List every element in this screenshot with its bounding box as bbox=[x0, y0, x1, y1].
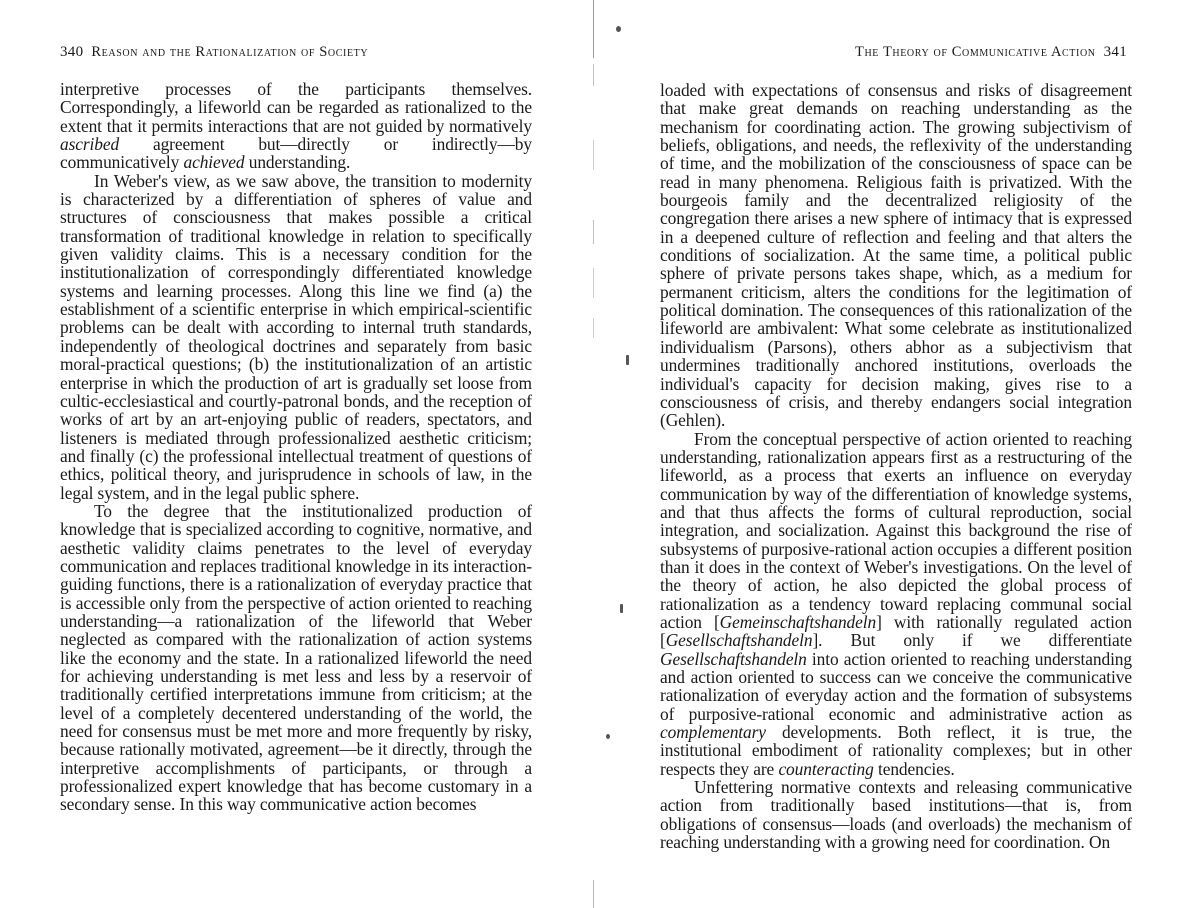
italic-run: achieved bbox=[183, 152, 245, 173]
right-header-title: The Theory of Communicative Action bbox=[855, 44, 1096, 60]
right-page-number: 341 bbox=[1103, 44, 1127, 60]
right-running-head bbox=[855, 44, 1127, 61]
paragraph bbox=[660, 778, 1132, 851]
text-run: From the conceptual perspective of action oriented to reaching understanding, rationalization appears first as a restructuring of the lifeworld, as a process that exerts an influence on everyday communication by way of the differentiation of knowledge systems, and that thus affects the forms of cultural reproduction, social integration, and socialization. Against this background the rise of subsystems of purposive-rational action occupies a different position than it does in the context of Weber's investigations. On the level of the theory of action, he also depicted the global process of rationalization as a tendency toward replacing communal social action [ bbox=[660, 428, 1132, 632]
text-run: ] with rationally regulated action [ bbox=[660, 611, 1132, 651]
paragraph bbox=[660, 430, 1132, 779]
italic-run: Gesellschaftshandeln bbox=[665, 630, 813, 651]
italic-run: ascribed bbox=[60, 134, 120, 155]
italic-run: Gesellschaftshandeln bbox=[660, 648, 807, 669]
text-run: To the degree that the institutionalized production of knowledge that is specialized according to cognitive, normative, and aesthetic validity claims penetrates to the level of everyday communication and replaces traditional knowledge in its interaction-guiding functions, there is a rationalization of everyday practice that is accessible only from the perspective of action oriented to reaching understanding—a rationalization of the lifeworld that Weber neglected as compared with the rationalization of action systems like the economy and the state. In a rationalized lifeworld the need for achieving understanding is met less and less by a reservoir of traditionally certified interpretations immune from criticism; at the level of a completely decentered understanding of the world, the need for consensus must be met more and more frequently by risky, because rationally motivated, agreement—be it directly, through the interpretive accomplishments of participants, or through a professionalized expert knowledge that has become customary in a secondary sense. In this way communicative action becomes bbox=[60, 500, 532, 815]
left-page-number: 340 bbox=[60, 44, 84, 60]
right-body-text bbox=[660, 81, 1132, 851]
text-run: ]. But only if we differentiate bbox=[812, 630, 1132, 651]
right-page bbox=[600, 0, 1193, 908]
text-run: In Weber's view, as we saw above, the transition to modernity is characterized by a differentiation of spheres of value and structures of consciousness that makes possible a critical transformation of traditional knowledge in relation to specifically given validity claims. This is a necessary condition for the institutionalization of correspondingly differentiated knowledge systems and learning processes. Along this line we find (a) the establishment of a scientific enterprise in which empirical-scientific problems can be dealt with according to internal truth standards, independently of theological doctrines and separately from basic moral-practical questions; (b) the institutionalization of an artistic enterprise in which the production of art is gradually set loose from cultic-ecclesiastical and courtly-patronal bonds, and the reception of works of art by an art-enjoying public of readers, spectators, and listeners is mediated through professionalized aesthetic criticism; and finally (c) the professional intellectual treatment of questions of ethics, political theory, and jurisprudence in schools of law, in the legal system, and in the legal public sphere. bbox=[60, 170, 532, 503]
text-run: Unfettering normative contexts and releasing communicative action from traditionally based institutions—that is, from obligations of consensus—loads (and overloads) the mechanism of reaching understanding with a growing need for coordination. On bbox=[660, 777, 1132, 853]
book-gutter bbox=[592, 0, 596, 908]
text-run: tendencies. bbox=[873, 758, 955, 779]
text-run: developments. Both reflect, it is true, the institutional embodiment of rationality complexes; but in other respects they are bbox=[660, 722, 1132, 779]
left-running-head bbox=[60, 44, 368, 61]
text-run: loaded with expectations of consensus and risks of disagreement that make great demands on reaching understanding as the mechanism for coordinating action. The growing subjectivism of beliefs, obligations, and needs, the reflexivity of the understanding of time, and the mobilization of the consciousness of space can be read in many phenomena. Religious faith is privatized. With the bourgeois family and the decentralized religiosity of the congregation there arises a new sphere of intimacy that is expressed in a deepened culture of reflection and feeling and that alters the conditions of socialization. At the same time, a political public sphere of private persons takes shape, which, as a medium for permanent criticism, alters the conditions for the legitimation of political domination. The consequences of this rationalization of the lifeworld are ambivalent: What some celebrate as institutionalized individualism (Parsons), others abhor as a subjectivism that undermines traditionally anchored institutions, overloads the individual's capacity for decision making, gives rise to a consciousness of crisis, and thereby endangers social integration (Gehlen). bbox=[660, 80, 1132, 431]
text-run: understanding. bbox=[244, 152, 351, 173]
paragraph bbox=[660, 81, 1132, 430]
italic-run: complementary bbox=[660, 722, 766, 743]
text-run: interpretive processes of the participants themselves. Correspondingly, a lifeworld can be regarded as rationalized to the extent that it permits interactions that are not guided by normatively bbox=[60, 79, 532, 136]
paragraph bbox=[60, 502, 532, 814]
text-run: agreement but—directly or indirectly—by communicatively bbox=[60, 134, 532, 173]
left-page bbox=[0, 0, 590, 908]
paragraph bbox=[60, 172, 532, 502]
italic-run: counteracting bbox=[778, 758, 874, 779]
left-header-title: Reason and the Rationalization of Society bbox=[91, 44, 369, 60]
paragraph bbox=[60, 80, 532, 172]
italic-run: Gemeinschaftshandeln bbox=[719, 611, 877, 632]
left-body-text bbox=[60, 80, 532, 814]
text-run: into action oriented to reaching understanding and action oriented to success can we conceive the communicative rationalization of everyday action and the formation of subsystems of purposive-rational economic and administrative action as bbox=[660, 648, 1132, 724]
